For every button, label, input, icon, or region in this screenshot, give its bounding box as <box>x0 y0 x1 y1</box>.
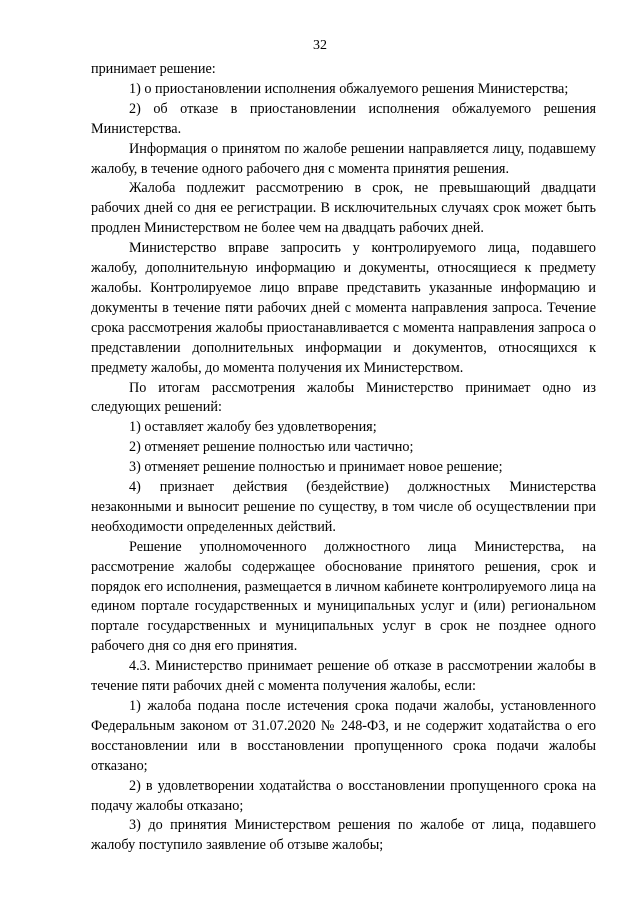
paragraph: 2) отменяет решение полностью или частично; <box>129 439 414 456</box>
paragraph: Решение уполномоченного должностного лица Министерства, на рассмотрение жалобы содержащее обоснование принятого решения, срок и порядок его исполнения, размещается в личном кабинете контролируемого лица на едином портале государственных и муниципальных услуг и (или) региональном портале государственных и муниципальных услуг в срок не позднее одного рабочего дня со дня его принятия. <box>91 538 596 655</box>
document-body <box>91 60 596 856</box>
paragraph: принимает решение: <box>91 61 216 77</box>
paragraph: 1) жалоба подана после истечения срока подачи жалобы, установленного Федеральным законом от 31.07.2020 № 248-ФЗ, и не содержит ходатайства о его восстановлении или в восстановлении пропущенного срока подачи жалобы отказано; <box>91 698 596 774</box>
paragraph: Информация о принятом по жалобе решении направляется лицу, подавшему жалобу, в течение одного рабочего дня с момента принятия решения. <box>91 140 596 177</box>
paragraph: 3) до принятия Министерством решения по жалобе от лица, подавшего жалобу поступило заявление об отзыве жалобы; <box>91 817 596 854</box>
paragraph: Жалоба подлежит рассмотрению в срок, не превышающий двадцати рабочих дней со дня ее регистрации. В исключительных случаях срок может быть продлен Министерством не более чем на двадцать рабочих дней. <box>91 180 596 237</box>
paragraph: 2) в удовлетворении ходатайства о восстановлении пропущенного срока на подачу жалобы отказано; <box>91 777 596 814</box>
paragraph: 1) оставляет жалобу без удовлетворения; <box>129 419 377 436</box>
page-number: 32 <box>313 38 327 53</box>
paragraph: 2) об отказе в приостановлении исполнения обжалуемого решения Министерства. <box>91 100 596 137</box>
paragraph: 3) отменяет решение полностью и принимает новое решение; <box>129 459 503 476</box>
paragraph: Министерство вправе запросить у контролируемого лица, подавшего жалобу, дополнительную информацию и документы, относящиеся к предмету жалобы. Контролируемое лицо вправе представить указанные информацию и документы в течение пяти рабочих дней с момента направления запроса. Течение срока рассмотрения жалобы приостанавливается с момента направления запроса о представлении дополнительных информации и документов, относящихся к предмету жалобы, до момента получения их Министерством. <box>91 240 596 376</box>
paragraph: 1) о приостановлении исполнения обжалуемого решения Министерства; <box>129 80 569 97</box>
paragraph: 4) признает действия (бездействие) должностных Министерства незаконными и выносит решение по существу, в том числе об осуществлении при необходимости определенных действий. <box>91 479 596 535</box>
paragraph: По итогам рассмотрения жалобы Министерство принимает одно из следующих решений: <box>91 379 596 416</box>
paragraph: 4.3. Министерство принимает решение об отказе в рассмотрении жалобы в течение пяти рабочих дней с момента получения жалобы, если: <box>91 658 596 695</box>
